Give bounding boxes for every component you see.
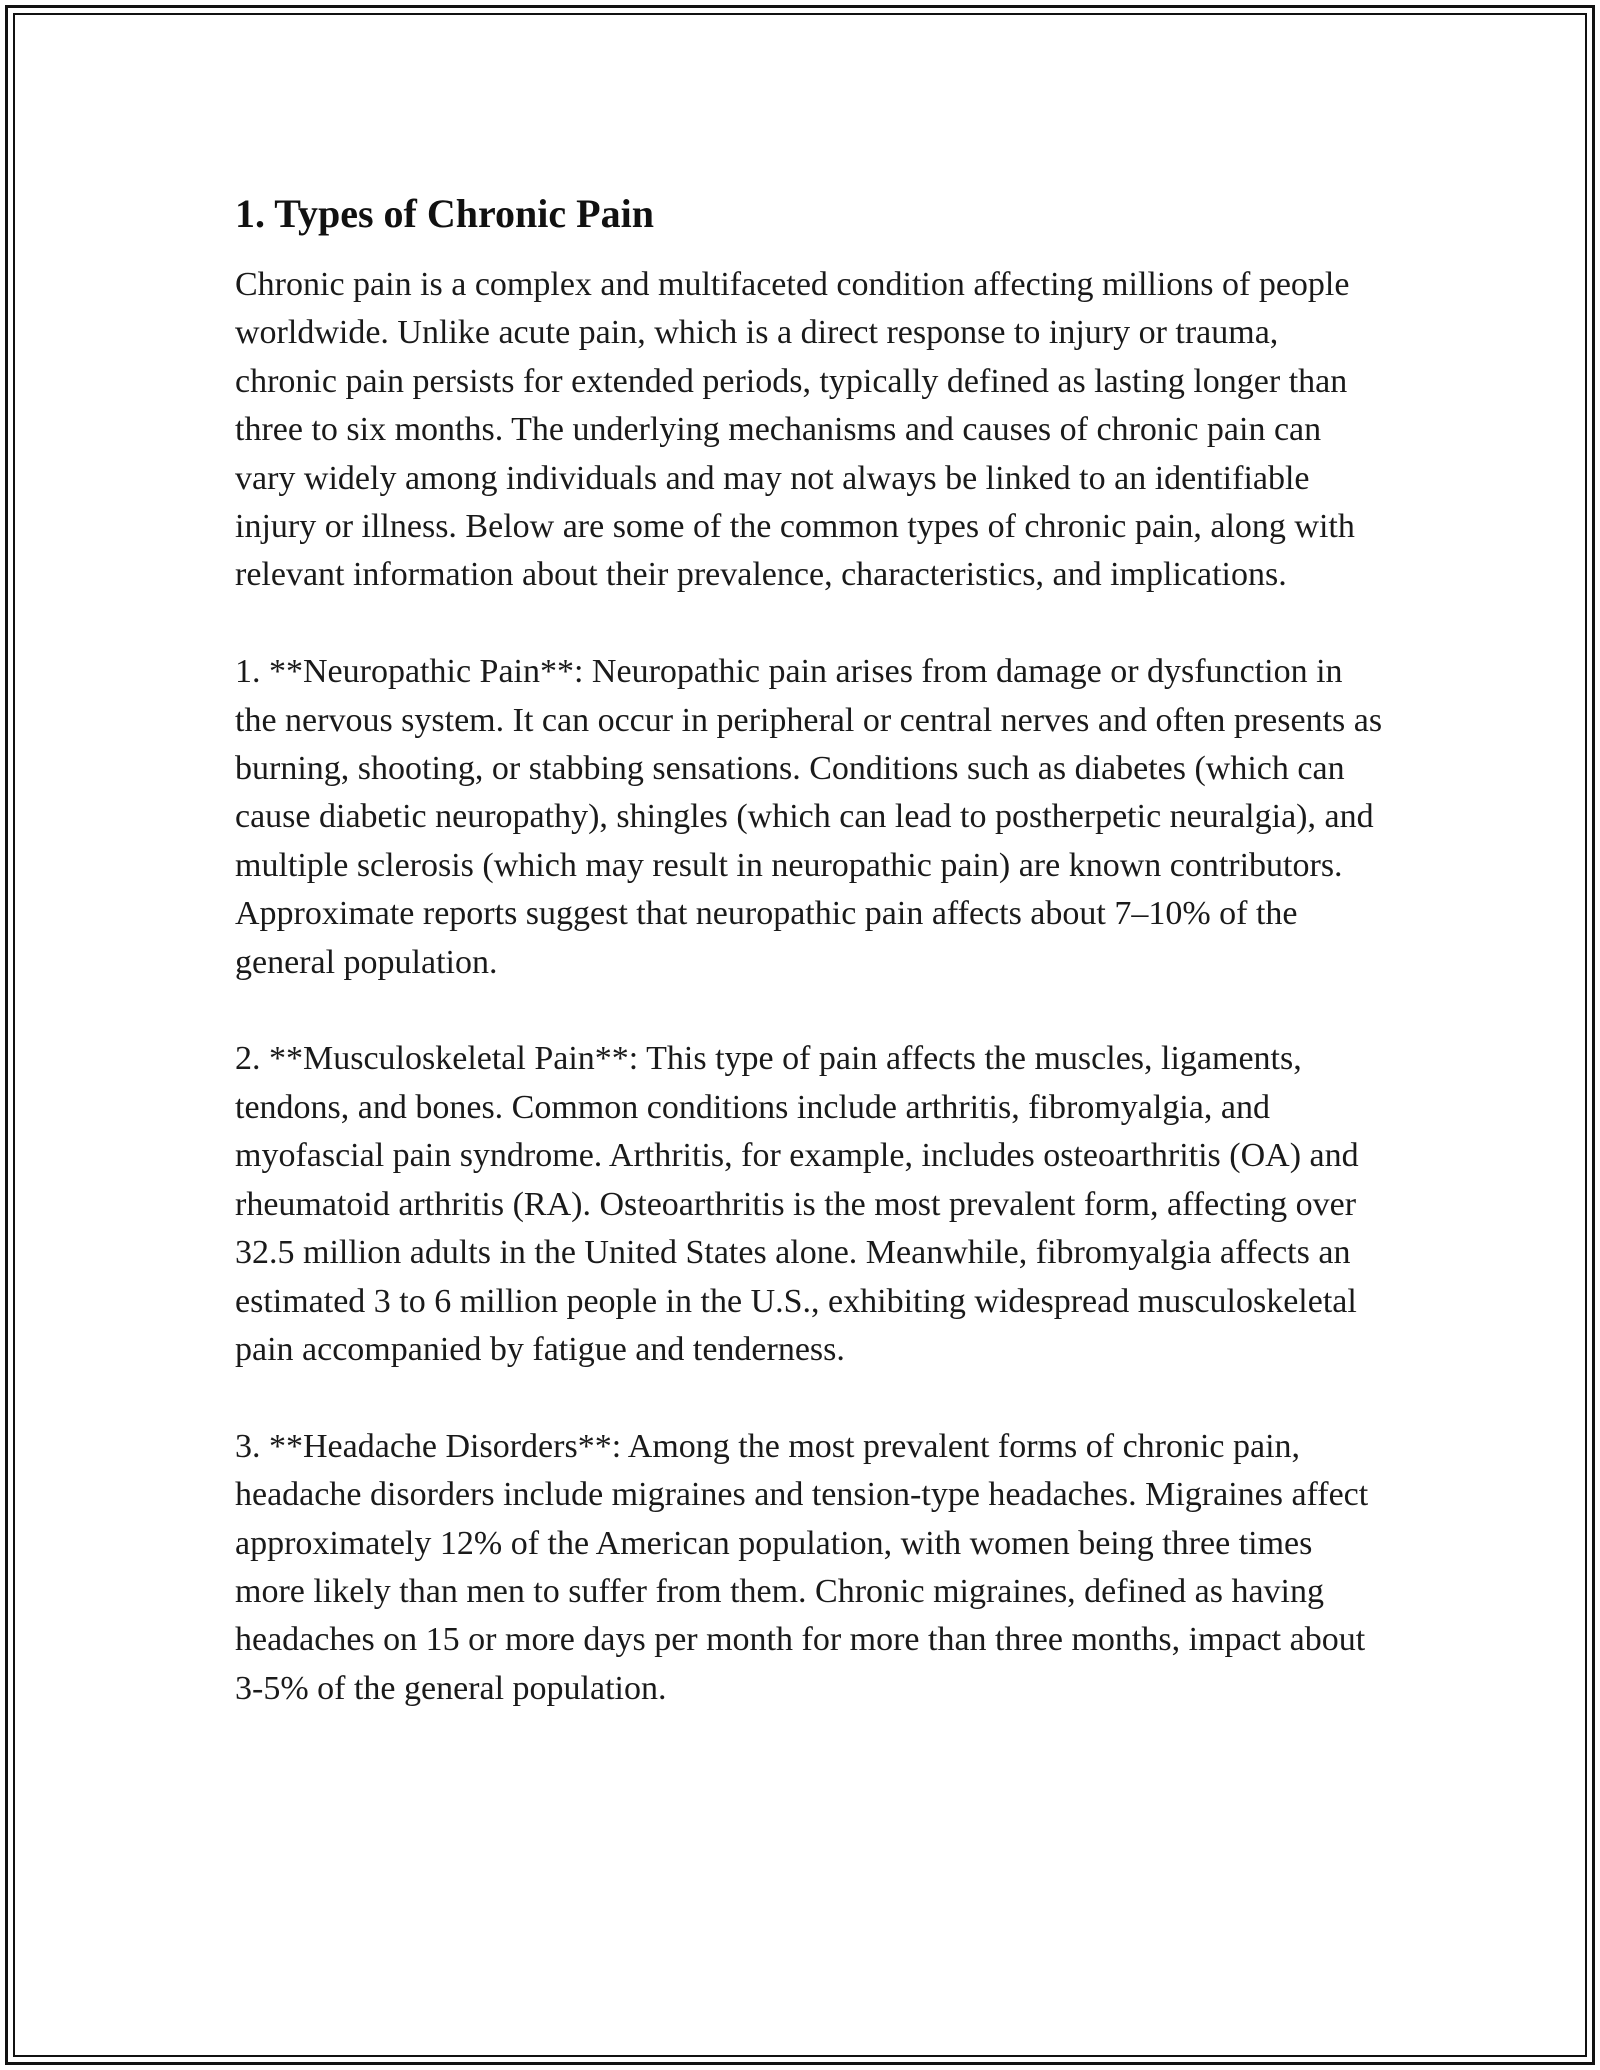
musculoskeletal-pain-paragraph: 2. **Musculoskeletal Pain**: This type of pain affects the muscles, ligaments, tendons, and bones. Common conditions include arthritis, fibromyalgia, and myofascial pain syndrome. Arthritis, for example, includes osteoarthritis (OA) and rheumatoid arthritis (RA). Osteoarthritis is the most prevalent form, affecting over 32.5 million adults in the United States alone. Meanwhile, fibromyalgia affects an estimated 3 to 6 million people in the U.S., exhibiting widespread musculoskeletal pain accompanied by fatigue and tenderness. — [235, 1040, 1359, 1368]
section-heading: 1. Types of Chronic Pain — [235, 191, 654, 236]
headache-disorders-paragraph: 3. **Headache Disorders**: Among the most prevalent forms of chronic pain, headache disorders include migraines and tension-type headaches. Migraines affect approximately 12% of the American population, with women being three times more likely than men to suffer from them. Chronic migraines, defined as having headaches on 15 or more days per month for more than three months, impact about 3-5% of the general population. — [235, 1427, 1369, 1707]
intro-paragraph: Chronic pain is a complex and multifaceted condition affecting millions of people worldwide. Unlike acute pain, which is a direct response to injury or trauma, chronic pain persists for extended periods, typically defined as lasting longer than three to six months. The underlying mechanisms and causes of chronic pain can vary widely among individuals and may not always be linked to an identifiable injury or illness. Below are some of the common types of chronic pain, along with relevant information about their prevalence, characteristics, and implications. — [235, 266, 1355, 594]
neuropathic-pain-paragraph: 1. **Neuropathic Pain**: Neuropathic pain arises from damage or dysfunction in the nervous system. It can occur in peripheral or central nerves and often presents as burning, shooting, or stabbing sensations. Conditions such as diabetes (which can cause diabetic neuropathy), shingles (which can lead to postherpetic neuralgia), and multiple sclerosis (which may result in neuropathic pain) are known contributors. Approximate reports suggest that neuropathic pain affects about 7–10% of the general population. — [235, 653, 1383, 981]
document-body — [235, 183, 1385, 1713]
